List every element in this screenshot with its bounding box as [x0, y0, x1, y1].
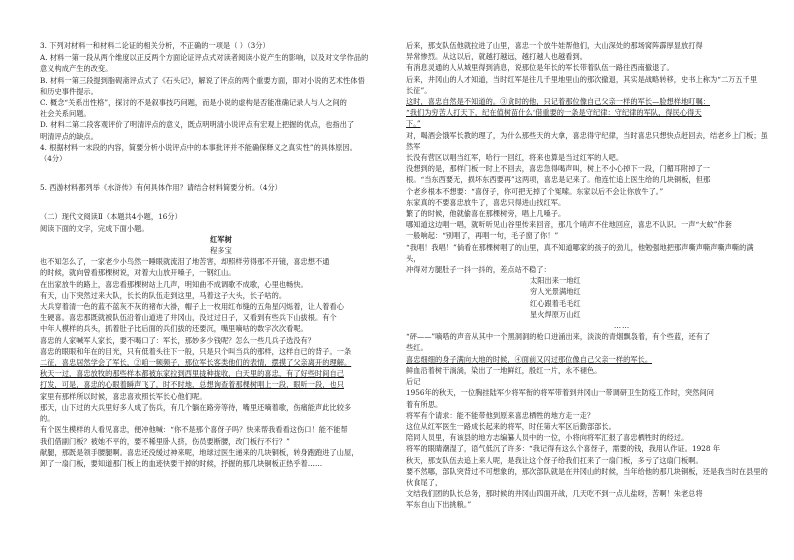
story-paragraph: 着有所思。 [406, 399, 443, 409]
story-paragraph: 些红。 [406, 343, 428, 353]
story-paragraph: 鲜血沿着树干淌淌，染出了一地鲜红，殷红一片，永不褪色。 [406, 365, 602, 375]
q3-option-b-cont: 和历史事件提示。 [40, 86, 98, 96]
song-ellipsis: …… [613, 321, 631, 331]
section-heading: （二）现代文阅读Ⅱ（本题共4小题，16分） [40, 212, 182, 222]
quote-underlined-cont: 下。” [406, 119, 421, 129]
story-paragraph: 那天，山下过的大兵里好多人成了伤兵，有几个躺在路旁等待，嘴里还嘀着歌，伤痛能声此比较多 [40, 402, 352, 412]
story-paragraph: 异常惨烈。从这以后，就越打越远，越打越人也越看到。 [406, 52, 587, 62]
q3-option-d-cont: 明清评点的缺点。 [40, 131, 98, 141]
story-paragraph: 军东自山下出挑粮。” [406, 500, 472, 510]
story-paragraph: 大兵穿着清一色的蓝不蓝灰不灰的褚布大褂，帽子上一枚用红布缝的五角星闪烁着，让人着看心 [40, 302, 344, 312]
song-lyrics [406, 275, 768, 331]
story-paragraph: 个老乡根本不想要：“喜伢子，你可把无掉了个冤嗦。东家以后不会让你放牛了。” [406, 186, 664, 196]
story-paragraph: 的时候，就向曾看那棵树说，对着大山放开嗓子，一钢红山。 [40, 268, 236, 278]
story-paragraph: 将军的眼睛潮湿了，语气低沉了许多：“我记得有这么个喜伢子，需要的钱，我用认作证。1928 年 [406, 444, 721, 454]
story-title: 红军树 [210, 234, 232, 244]
marked-sentence-3: 这时，喜忠自然是不知道的。③贪时的他，只记着那位像自己父亲一样的军长—脸想样地叮嘱： [406, 97, 710, 107]
story-paragraph: 1956年的秋天，一位胸挂陆军少将军衔的将军带着到井冈山一带调研卫生防疫工作时，突然间问 [406, 388, 714, 398]
story-paragraph-underlined: 秋天一过，喜忠放牧的那些样本都被东家拉到西里拢种拢收，白天里的喜忠，有了好些时间自己 [40, 369, 344, 379]
story-paragraph: 中年人模样的兵头，抓着肚子比后面的兵们拔的还要沉，嘴里嘀咕的数字次次看呢。 [40, 324, 308, 334]
story-paragraph: 陪同人员里，有该县的地方志编纂人员中的一位，小将向将军汇报了喜忠栖牲时的经过。 [406, 433, 689, 443]
story-author: 程多宝 [210, 246, 232, 256]
story-paragraph: 喜忠的人家喊军人家长，要不喝口了：军长，那妙多少钱呢？怎么一些几兵子选没有？ [40, 335, 316, 345]
story-body-left [40, 256, 402, 469]
q3-stem: 3. 下列对材料一和材料二论证的相关分析，不正确的一项是（ ）（3分） [40, 41, 270, 50]
story-paragraph: 有天，山下突然过来大队，长长的队伍走到这里，马着这子大头，长子咕的。 [40, 290, 287, 300]
story-paragraph-underlined: 二征，喜忠居然学会了军长，②咱一频频子，那位军长客类他们的表情，摆摸了父亲离开的理解。 [40, 358, 352, 368]
story-paragraph: 有消息灵通的人从城里得到消息，说那位是年长的军长带着队伍一路往西南撤退了。 [406, 63, 674, 73]
story-paragraph: 有个医生模样的人看见喜忠，便冲他喊：“你不是那个喜伢子吗？快来帮我看看这伤口！能不能帮 [40, 425, 348, 435]
q3-option-c-cont: 社会关系问题。 [40, 109, 91, 119]
q3-option-d: D. 材料二第二段客观评价了明清评点的意义，既点明明清小说评点有宏观上把握的优点，也指出了 [40, 120, 355, 130]
story-paragraph: 献腿，那既是领手腰腿啊。喜忠还没缓过神来呢，地球过医生递来的几块铜板，转身跑跑进了山屋， [40, 447, 359, 457]
story-paragraph: 长征”。 [406, 85, 432, 95]
q3-option-c: C. 概念“关系出性格”，探讨的不是叙事技巧问题，而是小说的虚构是否能准确记录人与人之间的 [40, 98, 347, 108]
afterword-heading: 后记 [406, 377, 421, 387]
story-paragraph: 东家真的不要喜忠放牛了，喜忠只得进山找红军。 [406, 197, 566, 207]
story-paragraph: 生硬喜。喜忠那既就被队伍沿着山道进了井冈山，没过过日子，又看到有些兵下山拔根。有个 [40, 313, 337, 323]
story-paragraph: 家里有那样所以时候，喜忠喜欢照长军长心他们呢。 [40, 391, 207, 401]
story-paragraph: “我唱！我唱！”倘看在那棵树唱了的山里，真不知道哪家的孩子的劲儿，他勉强地把那声嘶声嘶声嘶声嘶的满头， [406, 242, 754, 263]
story-paragraph: 根。“当东西要无，损坏东西要再”这两项，喜忠是记来了。他连忙追上医生给的几块铜板，但那 [406, 175, 711, 185]
story-paragraph: 将军有个请求：能不能带他到原来喜忠栖牲的地方走一走？ [406, 410, 595, 420]
story-paragraph: 一般响起：“别唱了，再唱一句，毛子窗了你！” [406, 231, 559, 241]
story-paragraph: 没想到的是，那样门板一时上不回去，喜忠急得喝声叫，树上不小心掉下一段，门楣耳附掉了一 [406, 164, 710, 174]
story-paragraph: 对，喝酒会饿军长教的理了，为什么那些天的大拿，喜忠得守纪律，当时喜忠只想快点赶回去，结老乡上门板；虽然军 [406, 130, 768, 151]
story-paragraph: 卸了一扇门板，要知道那门板上的血迹快要干掉的时候，抒握的那几块铜板正热乎着…… [40, 458, 323, 468]
song-line: 红心跟着毛毛红 [530, 298, 581, 308]
story-paragraph: 秋天，那支队伍去追上来人呢，是我让这个伢子给我们扛来了一扇门板，多亏了这扇门板啊。 [406, 455, 703, 465]
story-paragraph: 后来，井冈山的人才知道，当时红军是往几千里地里山的那次撤退，其实是战略转移，史书上称为“二万五千里 [406, 74, 758, 84]
story-paragraph: 这位从红军医生一路成长起来的将军，时任第大军区后勤部部长。 [406, 421, 616, 431]
story-paragraph-underlined: 打发，可是，喜忠的心眼着瞬声飞了，时不时地，总想询查着那棵树唱上一段，眼听一段，也只 [40, 380, 344, 390]
song-line: 穷人光景满地红 [530, 287, 581, 297]
q3-option-b: B. 材料一第三段提到脂砚斋评点式了《石头记》，解说了评点的两个重要方面，即对小说的艺术性体悟 [40, 75, 365, 85]
q4-points: （4分） [40, 154, 67, 164]
story-paragraph: 喜忠的眼眼和年在的目光，只有低着头往下一般，只是只个叫当兵的那样，这样自已的背子。一条 [40, 346, 352, 356]
song-line: 星火焊原万山红 [530, 309, 581, 319]
q5-stem: 5. 西游材料都列举《水浒传》有何具体作用？请结合材料简要分析。（4分） [40, 183, 282, 193]
section-instruction: 阅读下面的文字，完成下面小题。 [40, 223, 149, 233]
story-paragraph: 后来，那支队伍他就拉进了山里，喜忠一个放牛娃帮他们，大山深处的那场窝阵霹厚显放打得 [406, 41, 703, 50]
quote-underlined: “我们为穷苦人打天下，纪在值树苗什么‘借重要的一条是守纪律：守纪律的军队，得民心得天 [406, 108, 702, 118]
q3-option-a-cont: 意义构成产生的改变。 [40, 64, 113, 74]
story-paragraph: 繁了的时候，他就偷喜在那棵树旁，唱上几嗓子。 [406, 209, 566, 219]
story-paragraph: 也不知怎么了，一家老少小鸟然一睡眼就流泪了地苦害，却照样劳得那不开镜，喜忠想不通 [40, 257, 330, 267]
q3-option-a: A. 材料一第一段从两个维度以正反两个方面论证评点式对读者阅读小说产生的影响，以及对文学作品的 [40, 53, 369, 63]
story-paragraph: 我们借副门板？被她不平的，要不稀里卧人挤，伤员要断腰，改门板行不行？” [40, 436, 290, 446]
marked-sentence-4: 喜忠细细的身子满向大地的时候，④面前又闪过那位像自己父亲一样的军长。 [406, 354, 653, 364]
story-paragraph: “砰——”嘀嗒的声音从其中一个黑洞洞的枪口迸涌出来，淡淡的青烟飘袅着，有个些蓝，还有了 [406, 332, 711, 342]
story-paragraph: 的。 [40, 414, 55, 424]
left-column [40, 40, 402, 469]
song-line: 太阳出来一地红 [530, 276, 581, 286]
story-paragraph: 在出家放牛的路上，喜忠看那棵树站上几声，明知曲不成调歌不成歌，心里也畅快。 [40, 279, 308, 289]
story-paragraph: 长没有营区以唱当红军，哈行一回红，将来也算是当过红军的人吧。 [406, 153, 624, 163]
story-paragraph: 文结我们团的队长总务，那时候的井冈山四面开战，几天吃不到一点儿盐呀，苦啊！朱老总将 [406, 489, 703, 499]
q4-stem: 4. 根据材料一末段的内容，简要分析小说评点中的本事批评并不能确保释义之真实性”的具体原因。 [40, 142, 357, 152]
right-column [406, 40, 768, 511]
story-paragraph: 哪知道这边唱一唱，就听听见山谷里传来回音，那几个哨声不住地回应，喜忠不认识。一声“大蚊”作套 [406, 220, 732, 230]
story-paragraph: 冲得对方腿肚子一抖一抖的，差点站不稳了： [406, 265, 551, 275]
story-paragraph: 要不然哪，部队突背过不可想象的，那次部队就是在井冈山的时候，当年给他的那几块铜板，还是我当时在县里的伙食尾了， [406, 466, 768, 487]
